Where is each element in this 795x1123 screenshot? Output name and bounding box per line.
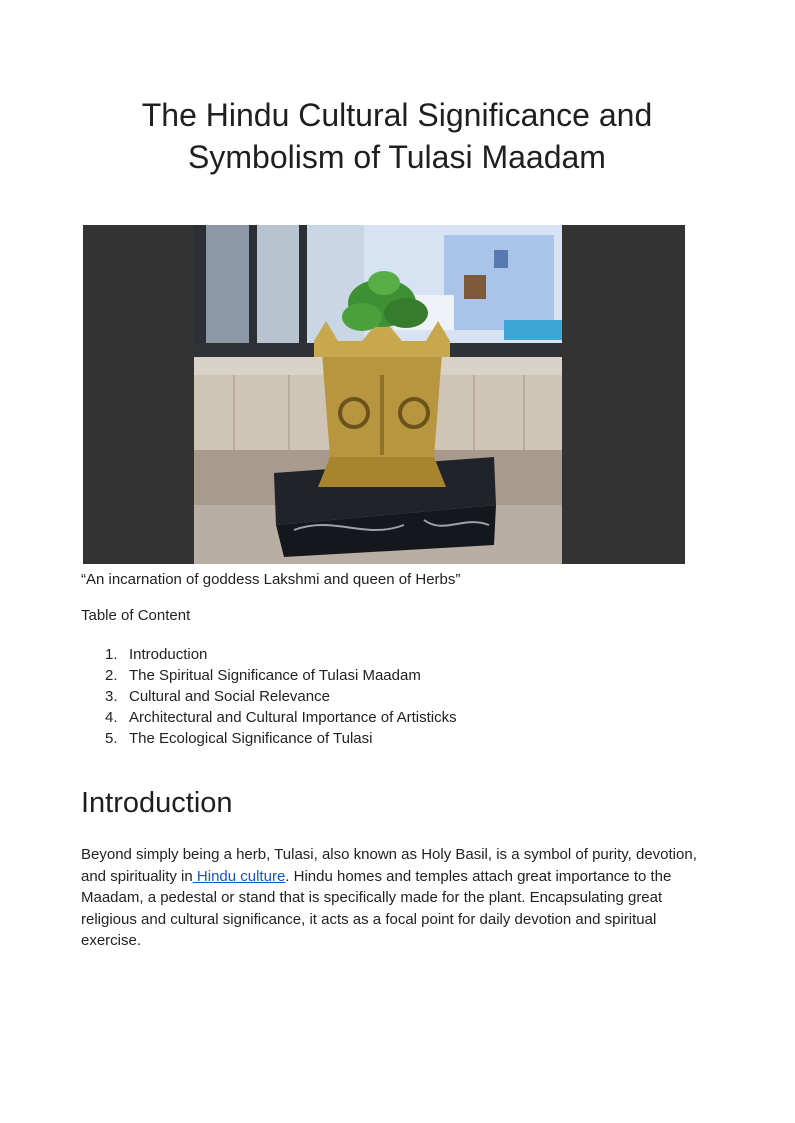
toc-item-number: 1. — [105, 646, 118, 663]
toc-item-number: 4. — [105, 709, 118, 726]
tulasi-maadam-photo — [194, 225, 562, 564]
table-of-contents — [105, 644, 457, 749]
toc-item-text: Introduction — [129, 646, 208, 663]
title-line-1: The Hindu Cultural Significance and — [141, 97, 653, 133]
toc-item-number: 3. — [105, 688, 118, 705]
toc-item-text: Architectural and Cultural Importance of Artisticks — [129, 709, 457, 726]
introduction-heading: Introduction — [81, 787, 233, 819]
intro-text-before-link: Beyond simply being a herb, Tulasi, also known as Holy Basil, is a symbol of purity, devotion, and spirituality in — [81, 846, 697, 885]
toc-item — [105, 707, 457, 728]
title-line-2: Symbolism of Tulasi Maadam — [188, 139, 606, 175]
toc-item — [105, 728, 457, 749]
toc-item-text: The Spiritual Significance of Tulasi Maadam — [129, 667, 421, 684]
toc-item-number: 2. — [105, 667, 118, 684]
toc-item-text: Cultural and Social Relevance — [129, 688, 330, 705]
intro-text-after-link: . Hindu homes and temples attach great importance to the Maadam, a pedestal or stand that is specifically made for the plant. Encapsulating great religious and cultural significance, it acts as a focal point for daily devotion and spiritual exercise. — [81, 867, 672, 949]
hindu-culture-link[interactable]: Hindu culture — [192, 867, 286, 885]
toc-item — [105, 644, 457, 665]
hero-image-frame — [83, 225, 685, 564]
page-title — [81, 94, 713, 178]
toc-item-number: 5. — [105, 730, 118, 747]
image-caption: “An incarnation of goddess Lakshmi and queen of Herbs” — [81, 571, 461, 588]
toc-item — [105, 665, 457, 686]
toc-item-text: The Ecological Significance of Tulasi — [129, 730, 373, 747]
toc-item — [105, 686, 457, 707]
introduction-paragraph — [81, 844, 701, 952]
toc-heading: Table of Content — [81, 607, 191, 624]
